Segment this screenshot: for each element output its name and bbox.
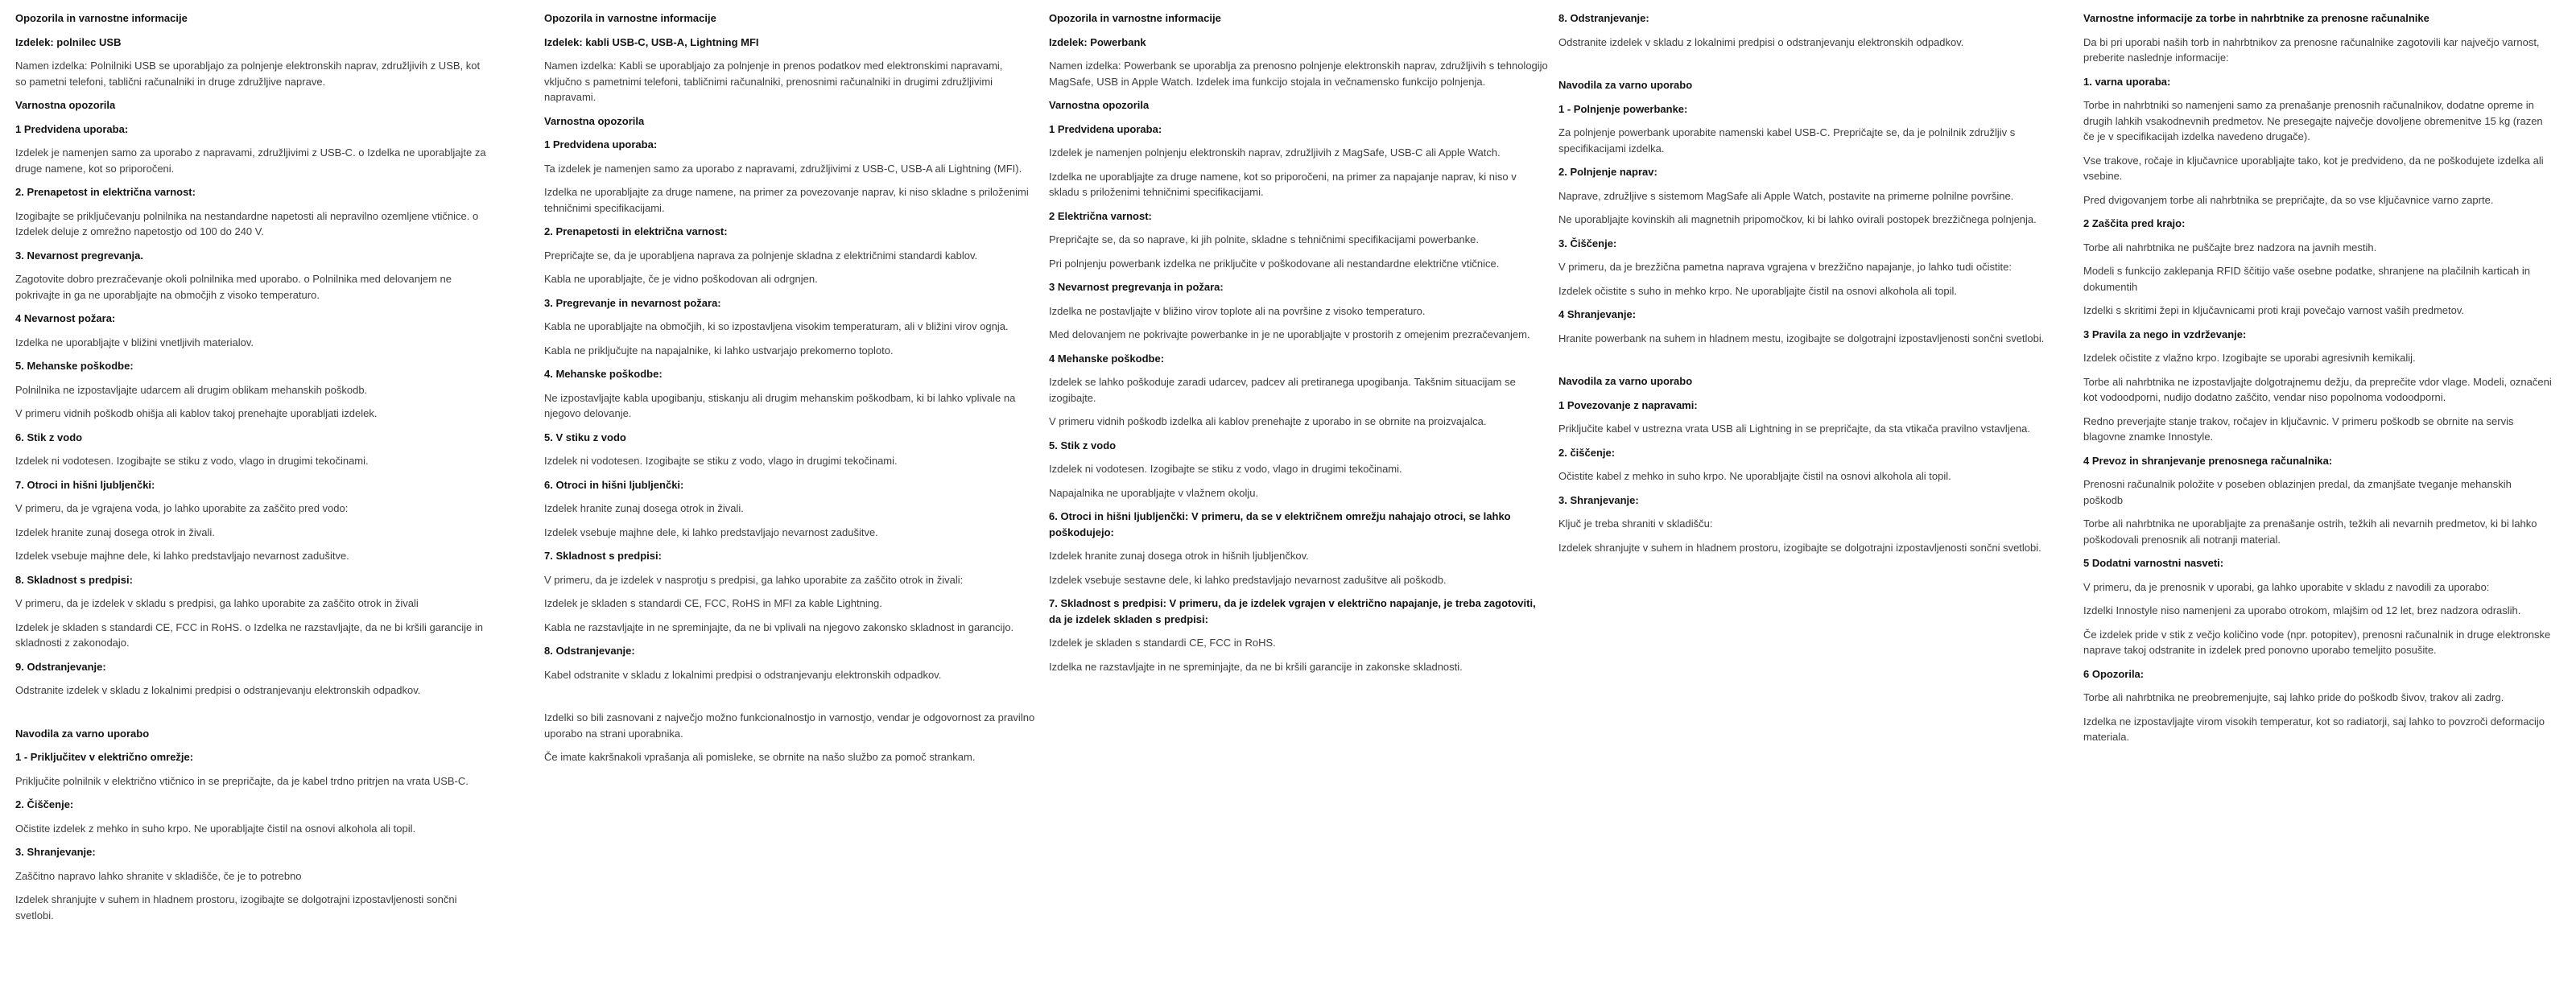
paragraph: Izdelka ne izpostavljajte virom visokih temperatur, kot so radiatorji, saj lahko to povzroči deformacijo materiala. <box>2083 715 2545 743</box>
section-heading: 9. Odstranjevanje: <box>15 660 106 673</box>
paragraph: Kabla ne uporabljajte na območjih, ki so izpostavljena visokim temperaturam, ali v bližini virov ognja. <box>544 320 1009 332</box>
section-heading: 3. Shranjevanje: <box>15 846 96 858</box>
paragraph: Prenosni računalnik položite v poseben oblazinjen predal, da zmanjšate tveganje mehanskih poškodb <box>2083 478 2512 506</box>
paragraph: Naprave, združljive s sistemom MagSafe ali Apple Watch, postavite na primerne polnilne površine. <box>1558 189 2014 202</box>
paragraph: Izdelka ne razstavljajte in ne spreminjajte, da ne bi kršili garancije in zakonske skladnosti. <box>1049 660 1463 673</box>
section-heading: 6. Otroci in hišni ljubljenčki: V primeru, da se v električnem omrežju nahajajo otroci, se lahko poškodujejo: <box>1049 510 1511 538</box>
section-heading: Varnostne informacije za torbe in nahrbtnike za prenosne računalnike <box>2083 12 2429 24</box>
paragraph: Namen izdelka: Kabli se uporabljajo za polnjenje in prenos podatkov med elektronskimi napravami, vključno s pametnimi telefoni, tabličnimi računalniki, prenosnimi računalniki in drugimi združljivimi napravami. <box>544 60 1003 103</box>
paragraph: Če izdelek pride v stik z večjo količino vode (npr. potopitev), prenosni računalnik in druge elektronske naprave takoj odstranite in izdelek pred ponovno uporabo temeljito posušite. <box>2083 628 2551 656</box>
section-heading: 5. Stik z vodo <box>1049 439 1117 451</box>
paragraph: Zaščitno napravo lahko shranite v skladišče, če je to potrebno <box>15 869 302 882</box>
paragraph: V primeru, da je prenosnik v uporabi, ga lahko uporabite v skladu z navodili za uporabo: <box>2083 580 2490 593</box>
paragraph: Izdelek hranite zunaj dosega otrok in hišnih ljubljenčkov. <box>1049 550 1309 562</box>
paragraph: Izdelka ne postavljajte v bližino virov toplote ali na površine z visoko temperaturo. <box>1049 304 1426 317</box>
section-heading: 5 Dodatni varnostni nasveti: <box>2083 557 2224 569</box>
section-heading: 4 Prevoz in shranjevanje prenosnega računalnika: <box>2083 454 2333 467</box>
paragraph: Ne uporabljajte kovinskih ali magnetnih pripomočkov, ki bi lahko ovirali postopek brezžičnega polnjenja. <box>1558 213 2037 225</box>
paragraph: Priključite polnilnik v električno vtičnico in se prepričajte, da je kabel trdno pritrjen na vrata USB-C. <box>15 774 469 787</box>
paragraph: Če imate kakršnakoli vprašanja ali pomisleke, se obrnite na našo službo za pomoč strankam. <box>544 751 976 763</box>
paragraph: Zagotovite dobro prezračevanje okoli polnilnika med uporabo. o Polnilnika med delovanjem ne pokrivajte in ga ne uporabljajte na območjih z visoko temperaturo. <box>15 273 452 301</box>
section-heading: 1. varna uporaba: <box>2083 75 2171 88</box>
section-heading: 2. Čiščenje: <box>15 798 74 810</box>
paragraph: Pri polnjenju powerbank izdelka ne priključite v poškodovane ali nestandardne električne vtičnice. <box>1049 257 1500 270</box>
section-heading: Varnostna opozorila <box>1049 99 1150 111</box>
paragraph: V primeru, da je brezžična pametna naprava vgrajena v brezžično napajanje, jo lahko tudi očistite: <box>1558 261 2012 273</box>
paragraph: V primeru, da je izdelek v skladu s predpisi, ga lahko uporabite za zaščito otrok in živali <box>15 597 419 609</box>
section-heading: Varnostna opozorila <box>15 99 116 111</box>
paragraph: Izdelki so bili zasnovani z največjo možno funkcionalnostjo in varnostjo, vendar je odgovornost za pravilno uporabo na strani uporabnika. <box>544 711 1035 740</box>
section-heading: 3 Nevarnost pregrevanja in požara: <box>1049 281 1224 293</box>
paragraph: Napajalnika ne uporabljajte v vlažnem okolju. <box>1049 486 1259 499</box>
paragraph: Izdelek ni vodotesen. Izogibajte se stiku z vodo, vlago in drugimi tekočinami. <box>15 455 369 467</box>
paragraph: Kabla ne uporabljajte, če je vidno poškodovan ali odrgnjen. <box>544 273 818 285</box>
paragraph: Izdelka ne uporabljajte za druge namene, na primer za povezovanje naprav, ki niso skladne s priloženimi tehničnimi specifikacijami. <box>544 186 1029 214</box>
section-heading: 3. Nevarnost pregrevanja. <box>15 249 143 262</box>
paragraph: Izdelki Innostyle niso namenjeni za uporabo otrokom, mlajšim od 12 let, brez nadzora odraslih. <box>2083 604 2521 616</box>
paragraph: Priključite kabel v ustrezna vrata USB ali Lightning in se prepričajte, da sta vtikača pravilno vstavljena. <box>1558 423 2031 435</box>
paragraph: Izogibajte se priključevanju polnilnika na nestandardne napetosti ali nepravilno ozemljene vtičnice. o Izdelek deluje z omrežno napetostjo od 100 do 240 V. <box>15 209 479 237</box>
section-heading: 8. Odstranjevanje: <box>1558 12 1649 24</box>
paragraph: Izdelek se lahko poškoduje zaradi udarcev, padcev ali pretiranega upogibanja. Takšnim situacijam se izogibajte. <box>1049 376 1516 404</box>
section-heading: 1 Predvidena uporaba: <box>1049 122 1162 135</box>
paragraph: Izdelka ne uporabljajte za druge namene, kot so priporočeni, na primer za napajanje naprav, ki niso v skladu s priloženimi tehničnimi specifikacijami. <box>1049 170 1517 198</box>
paragraph: Prepričajte se, da so naprave, ki jih polnite, skladne s tehničnimi specifikacijami powerbanke. <box>1049 233 1479 245</box>
section-heading: 7. Skladnost s predpisi: V primeru, da je izdelek vgrajen v električno napajanje, je treba zagotoviti, da je izdelek skladen s predpisi: <box>1049 597 1536 625</box>
section-heading: 1 Povezovanje z napravami: <box>1558 398 1698 411</box>
paragraph: Izdelek hranite zunaj dosega otrok in živali. <box>15 526 215 538</box>
paragraph: Ta izdelek je namenjen samo za uporabo z napravami, združljivimi z USB-C, USB-A ali Lightning (MFI). <box>544 162 1022 175</box>
section-heading: 8. Skladnost s predpisi: <box>15 573 133 586</box>
section-heading: 7. Skladnost s predpisi: <box>544 550 662 562</box>
paragraph: Odstranite izdelek v skladu z lokalnimi predpisi o odstranjevanju elektronskih odpadkov. <box>15 684 421 696</box>
section-heading: 6 Opozorila: <box>2083 667 2145 680</box>
section-heading: 3. Shranjevanje: <box>1558 493 1639 506</box>
paragraph: Izdelek vsebuje sestavne dele, ki lahko predstavljajo nevarnost zadušitve ali poškodb. <box>1049 573 1447 586</box>
paragraph: Izdelek je namenjen samo za uporabo z napravami, združljivimi z USB-C. o Izdelka ne uporabljajte za druge namene, kot so priporočeni. <box>15 146 486 175</box>
paragraph: Izdelek je namenjen polnjenju elektronskih naprav, združljivih z MagSafe, USB-C ali Apple Watch. <box>1049 146 1501 159</box>
paragraph: Vse trakove, ročaje in ključavnice uporabljajte tako, kot je predvideno, da ne poškodujete izdelka ali vsebine. <box>2083 154 2544 182</box>
paragraph: Ne izpostavljajte kabla upogibanju, stiskanju ali drugim mehanskim poškodbam, ki bi lahko vplivale na njegovo delovanje. <box>544 391 1016 419</box>
paragraph: Izdelek vsebuje majhne dele, ki lahko predstavljajo nevarnost zadušitve. <box>15 550 349 562</box>
column-laptop-bags <box>2083 10 2552 753</box>
paragraph: Pred dvigovanjem torbe ali nahrbtnika se prepričajte, da so vse ključavnice varno zaprte. <box>2083 193 2494 206</box>
section-heading: Varnostna opozorila <box>544 114 645 127</box>
section-heading: Opozorila in varnostne informacije <box>15 12 188 24</box>
section-heading: 5. Mehanske poškodbe: <box>15 360 134 372</box>
section-heading: 2 Električna varnost: <box>1049 209 1152 222</box>
paragraph: Namen izdelka: Powerbank se uporablja za prenosno polnjenje elektronskih naprav, združljivih s tehnologijo MagSafe, USB in Apple Watch. Izdelek ima funkcijo stojala in večnamensko funkcijo polnjenja. <box>1049 60 1548 88</box>
paragraph: Prepričajte se, da je uporabljena naprava za polnjenje skladna z električnimi standardi kablov. <box>544 249 978 262</box>
paragraph: Torbe ali nahrbtnika ne izpostavljajte dolgotrajnemu dežju, da preprečite vdor vlage. Modeli, označeni kot vodoodporni, nudijo dodatno zaščito, vendar niso popolnoma vodoodporni. <box>2083 375 2552 403</box>
paragraph: Izdelek ni vodotesen. Izogibajte se stiku z vodo, vlago in drugimi tekočinami. <box>1049 463 1402 475</box>
section-heading: Izdelek: kabli USB-C, USB-A, Lightning MFI <box>544 35 759 48</box>
section-heading: 3. Pregrevanje in nevarnost požara: <box>544 296 721 309</box>
paragraph: Izdelek očistite s suho in mehko krpo. Ne uporabljajte čistil na osnovi alkohola ali topil. <box>1558 284 1957 297</box>
paragraph: Hranite powerbank na suhem in hladnem mestu, izogibajte se dolgotrajni izpostavljenosti sončni svetlobi. <box>1558 332 2045 344</box>
paragraph: Izdelek je skladen s standardi CE, FCC, RoHS in MFI za kable Lightning. <box>544 597 882 609</box>
section-heading: 4. Mehanske poškodbe: <box>544 368 663 380</box>
section-heading: 3. Čiščenje: <box>1558 237 1617 249</box>
section-heading: 7. Otroci in hišni ljubljenčki: <box>15 478 155 491</box>
section-heading: Opozorila in varnostne informacije <box>544 12 716 24</box>
paragraph: V primeru vidnih poškodb izdelka ali kablov prenehajte z uporabo in se obrnite na proizvajalca. <box>1049 415 1487 427</box>
section-heading: 8. Odstranjevanje: <box>544 645 635 657</box>
column-cables <box>544 10 1039 773</box>
paragraph: Polnilnika ne izpostavljajte udarcem ali drugim oblikam mehanskih poškodb. <box>15 383 368 396</box>
paragraph: Za polnjenje powerbank uporabite namenski kabel USB-C. Prepričajte se, da je polnilnik združljiv s specifikacijami izdelka. <box>1558 126 2016 155</box>
paragraph: Torbe ali nahrbtnika ne puščajte brez nadzora na javnih mestih. <box>2083 241 2377 254</box>
paragraph: Torbe ali nahrbtnika ne preobremenjujte, saj lahko pride do poškodb šivov, trakov ali zadrg. <box>2083 691 2504 703</box>
section-heading: 3 Pravila za nego in vzdrževanje: <box>2083 328 2247 340</box>
paragraph: Modeli s funkcijo zaklepanja RFID ščitijo vaše osebne podatke, shranjene na plačilnih karticah in dokumentih <box>2083 265 2530 293</box>
section-heading: 2. Prenapetost in električna varnost: <box>15 186 196 198</box>
paragraph: Kabla ne razstavljajte in ne spreminjajte, da ne bi vplivali na njegovo zakonsko skladnost in garancijo. <box>544 621 1014 633</box>
section-heading: Navodila za varno uporabo <box>1558 375 1693 387</box>
section-heading: 2. čiščenje: <box>1558 446 1616 459</box>
paragraph: Očistite kabel z mehko in suho krpo. Ne uporabljajte čistil na osnovi alkohola ali topil. <box>1558 470 1951 482</box>
paragraph: Izdelek je skladen s standardi CE, FCC in RoHS. <box>1049 637 1276 649</box>
section-heading: 1 - Polnjenje powerbanke: <box>1558 102 1688 115</box>
section-heading: 4 Shranjevanje: <box>1558 308 1637 320</box>
paragraph: Izdelek shranjujte v suhem in hladnem prostoru, izogibajte se dolgotrajni izpostavljenosti sončni svetlobi. <box>1558 541 2041 554</box>
paragraph: Kabel odstranite v skladu z lokalnimi predpisi o odstranjevanju elektronskih odpadkov. <box>544 668 942 681</box>
section-heading: 4 Mehanske poškodbe: <box>1049 352 1165 365</box>
section-heading: 1 Predvidena uporaba: <box>544 138 658 150</box>
paragraph: V primeru, da je vgrajena voda, jo lahko uporabite za zaščito pred vodo: <box>15 502 349 514</box>
paragraph: Kabla ne priključujte na napajalnike, ki lahko ustvarjajo prekomerno toploto. <box>544 344 894 357</box>
paragraph: V primeru, da je izdelek v nasprotju s predpisi, ga lahko uporabite za zaščito otrok in živali: <box>544 573 964 586</box>
paragraph: Odstranite izdelek v skladu z lokalnimi predpisi o odstranjevanju elektronskih odpadkov. <box>1558 35 1964 48</box>
section-heading: Navodila za varno uporabo <box>15 727 150 740</box>
paragraph: Torbe ali nahrbtnika ne uporabljajte za prenašanje ostrih, težkih ali nevarnih predmetov, ki bi lahko poškodovali prenosnik ali notranji material. <box>2083 517 2537 546</box>
paragraph: Izdelek vsebuje majhne dele, ki lahko predstavljajo nevarnost zadušitve. <box>544 526 878 538</box>
paragraph: V primeru vidnih poškodb ohišja ali kablov takoj prenehajte uporabljati izdelek. <box>15 407 378 419</box>
section-heading: Navodila za varno uporabo <box>1558 79 1693 91</box>
section-heading: Opozorila in varnostne informacije <box>1049 12 1221 24</box>
section-heading: 2. Prenapetosti in električna varnost: <box>544 225 728 237</box>
paragraph: Izdelek shranjujte v suhem in hladnem prostoru, izogibajte se dolgotrajni izpostavljenosti sončni svetlobi. <box>15 893 457 921</box>
column-powerbank <box>1049 10 1548 682</box>
section-heading: 6. Otroci in hišni ljubljenčki: <box>544 478 684 491</box>
section-heading: Izdelek: Powerbank <box>1049 35 1146 48</box>
section-heading: 2 Zaščita pred krajo: <box>2083 217 2186 229</box>
paragraph: Očistite izdelek z mehko in suho krpo. Ne uporabljajte čistil na osnovi alkohola ali topil. <box>15 822 416 835</box>
section-heading: Izdelek: polnilec USB <box>15 35 122 48</box>
paragraph: Med delovanjem ne pokrivajte powerbanke in je ne uporabljajte v prostorih z omejenim prezračevanjem. <box>1049 328 1530 340</box>
paragraph: Izdelek hranite zunaj dosega otrok in živali. <box>544 502 744 514</box>
paragraph: Ključ je treba shraniti v skladišču: <box>1558 517 1713 530</box>
paragraph: Torbe in nahrbtniki so namenjeni samo za prenašanje prenosnih računalnikov, dodatne opreme in drugih lahkih vsakodnevnih predmetov. Ne presegajte največje dovoljene obremenitve 15 kg (razen če je v specifikacijah izdelka navedeno drugače). <box>2083 99 2543 142</box>
section-heading: 2. Polnjenje naprav: <box>1558 166 1657 178</box>
paragraph: Izdelek je skladen s standardi CE, FCC in RoHS. o Izdelka ne razstavljajte, da ne bi kršili garancije in skladnosti z zakonodajo. <box>15 621 483 649</box>
column-powerbank-continued <box>1558 10 2074 563</box>
section-heading: 1 Predvidena uporaba: <box>15 122 129 135</box>
paragraph: Izdelek ni vodotesen. Izogibajte se stiku z vodo, vlago in drugimi tekočinami. <box>544 455 898 467</box>
section-heading: 4 Nevarnost požara: <box>15 312 116 324</box>
section-heading: 6. Stik z vodo <box>15 431 83 443</box>
paragraph: Izdelek očistite z vlažno krpo. Izogibajte se uporabi agresivnih kemikalij. <box>2083 352 2416 364</box>
column-usb-charger <box>15 10 486 931</box>
paragraph: Izdelka ne uporabljajte v bližini vnetljivih materialov. <box>15 336 254 348</box>
paragraph: Izdelki s skritimi žepi in ključavnicami proti kraji povečajo varnost vaših predmetov. <box>2083 304 2464 316</box>
paragraph: Da bi pri uporabi naših torb in nahrbtnikov za prenosne računalnike zagotovili kar največjo varnost, preberite naslednje informacije: <box>2083 35 2540 64</box>
section-heading: 5. V stiku z vodo <box>544 431 626 443</box>
paragraph: Namen izdelka: Polnilniki USB se uporabljajo za polnjenje elektronskih naprav, združljivih z USB, kot so pametni telefoni, tablični računalniki in druge združljive naprave. <box>15 60 481 88</box>
section-heading: 1 - Priključitev v električno omrežje: <box>15 751 194 763</box>
paragraph: Redno preverjajte stanje trakov, ročajev in ključavnic. V primeru poškodb se obrnite na servis blagovne znamke Innostyle. <box>2083 414 2514 443</box>
